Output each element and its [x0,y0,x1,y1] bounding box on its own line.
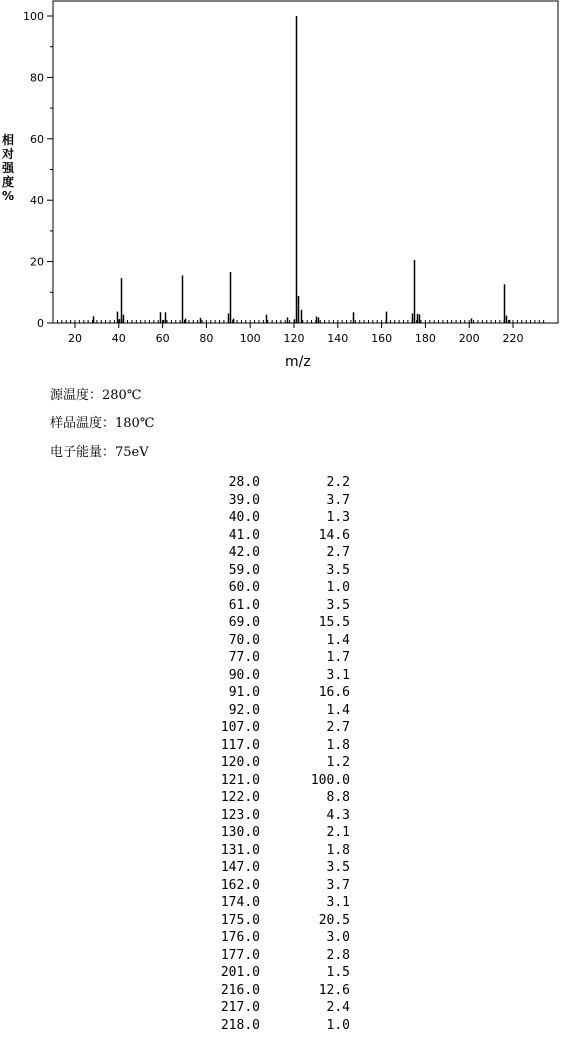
mz-cell: 39.0 [228,492,260,508]
table-row [195,667,350,685]
intensity-cell: 100.0 [310,772,350,788]
intensity-cell: 12.6 [318,982,350,998]
intensity-cell: 3.7 [326,492,350,508]
mz-cell: 40.0 [228,510,260,525]
table-row [195,807,350,825]
table-row [195,894,350,912]
intensity-cell: 3.1 [326,895,350,910]
intensity-cell: 3.7 [326,877,350,893]
intensity-cell: 1.4 [326,702,350,718]
mz-cell: 120.0 [220,755,260,770]
intensity-cell: 1.7 [326,650,350,665]
y-axis-label-char: % [1,189,15,203]
x-tick-label: 180 [414,332,436,345]
mz-cell: 162.0 [220,877,260,893]
electron-energy: 电子能量：75eV [50,445,149,460]
intensity-cell: 1.8 [326,842,350,858]
sample-temperature: 样品温度：180℃ [50,416,155,431]
mz-cell: 70.0 [228,632,260,648]
mz-cell: 147.0 [220,860,260,875]
x-tick-label: 100 [239,332,261,345]
intensity-cell: 3.5 [326,562,350,578]
intensity-cell: 1.4 [326,632,350,648]
mz-cell: 90.0 [228,667,260,683]
y-axis-label-char: 对 [1,147,14,161]
table-row [195,684,350,702]
table-row [195,772,350,790]
x-tick-label: 200 [458,332,480,345]
mz-cell: 216.0 [220,982,260,998]
x-tick-label: 20 [68,332,82,345]
x-tick-label: 60 [155,332,170,345]
y-tick-label: 0 [37,317,44,330]
table-row [195,1017,350,1035]
intensity-cell: 1.0 [326,1017,350,1033]
mz-cell: 42.0 [228,545,260,560]
intensity-cell: 1.8 [326,737,350,753]
mz-cell: 91.0 [228,685,260,700]
intensity-cell: 8.8 [326,790,350,805]
mz-cell: 61.0 [228,597,260,613]
peak-table [195,474,350,1034]
table-row [195,999,350,1017]
y-tick-label: 40 [30,194,44,208]
table-row [195,824,350,842]
mz-cell: 175.0 [220,912,260,928]
table-row [195,912,350,930]
x-tick-label: 80 [199,332,214,345]
mz-cell: 92.0 [228,702,260,718]
table-row [195,702,350,720]
mz-cell: 69.0 [228,615,260,630]
intensity-cell: 1.5 [326,965,350,980]
mz-cell: 176.0 [220,930,260,945]
intensity-cell: 3.1 [326,667,350,683]
table-row [195,754,350,772]
table-row [195,597,350,615]
intensity-cell: 2.1 [326,825,350,840]
mz-cell: 131.0 [220,842,260,858]
table-row [195,544,350,562]
mz-cell: 174.0 [220,895,260,910]
y-axis-label-char: 度 [1,175,14,189]
intensity-cell: 3.5 [326,597,350,613]
table-row [195,877,350,895]
mz-cell: 201.0 [220,965,260,980]
x-axis-label: m/z [285,354,311,370]
mz-cell: 41.0 [228,527,260,543]
table-row [195,964,350,982]
mz-cell: 217.0 [220,1000,260,1015]
intensity-cell: 1.2 [326,755,350,770]
intensity-cell: 2.2 [326,475,350,490]
intensity-cell: 15.5 [318,615,350,630]
x-tick-label: 40 [111,332,126,345]
mz-cell: 107.0 [220,720,260,735]
table-row [195,719,350,737]
mz-cell: 177.0 [220,947,260,963]
intensity-cell: 14.6 [318,527,350,543]
table-row [195,527,350,545]
table-row [195,632,350,650]
table-row [195,614,350,632]
x-tick-label: 140 [327,332,349,345]
intensity-cell: 16.6 [318,685,350,700]
mz-cell: 77.0 [228,650,260,665]
table-row [195,579,350,597]
mz-cell: 28.0 [228,475,260,490]
intensity-cell: 3.5 [326,860,350,875]
table-row [195,474,350,492]
table-row [195,509,350,527]
mz-cell: 123.0 [220,807,260,823]
mass-spectrum-chart [0,0,570,350]
intensity-cell: 20.5 [318,912,350,928]
mz-cell: 218.0 [220,1017,260,1033]
table-row [195,859,350,877]
table-row [195,929,350,947]
intensity-cell: 1.0 [326,580,350,595]
x-tick-label: 120 [283,332,305,345]
table-row [195,492,350,510]
y-tick-label: 100 [23,10,44,23]
x-axis-ticks [68,323,524,345]
table-row [195,737,350,755]
table-row [195,649,350,667]
y-tick-label: 60 [30,132,44,146]
mz-cell: 117.0 [220,737,260,753]
table-row [195,947,350,965]
y-axis-ticks [23,10,53,330]
table-row [195,982,350,1000]
mz-cell: 121.0 [220,772,260,788]
mz-cell: 59.0 [228,562,260,578]
table-row [195,789,350,807]
y-tick-label: 80 [30,71,44,85]
source-temperature: 源温度：280℃ [50,388,142,403]
intensity-cell: 2.4 [326,1000,350,1015]
mz-cell: 122.0 [220,790,260,805]
intensity-cell: 2.7 [326,720,350,735]
mz-cell: 60.0 [228,580,260,595]
x-tick-label: 160 [371,332,393,345]
y-tick-label: 20 [30,255,44,269]
intensity-cell: 1.3 [326,510,350,525]
y-axis-label-char: 相 [1,133,14,147]
table-row [195,842,350,860]
peak-bars [94,16,510,323]
mz-cell: 130.0 [220,825,260,840]
intensity-cell: 2.8 [326,947,350,963]
intensity-cell: 4.3 [326,807,350,823]
intensity-cell: 3.0 [326,930,350,945]
table-row [195,562,350,580]
plot-frame [53,1,558,323]
y-axis-label [1,133,15,203]
intensity-cell: 2.7 [326,545,350,560]
x-tick-label: 220 [502,332,524,345]
y-axis-label-char: 强 [1,161,14,175]
